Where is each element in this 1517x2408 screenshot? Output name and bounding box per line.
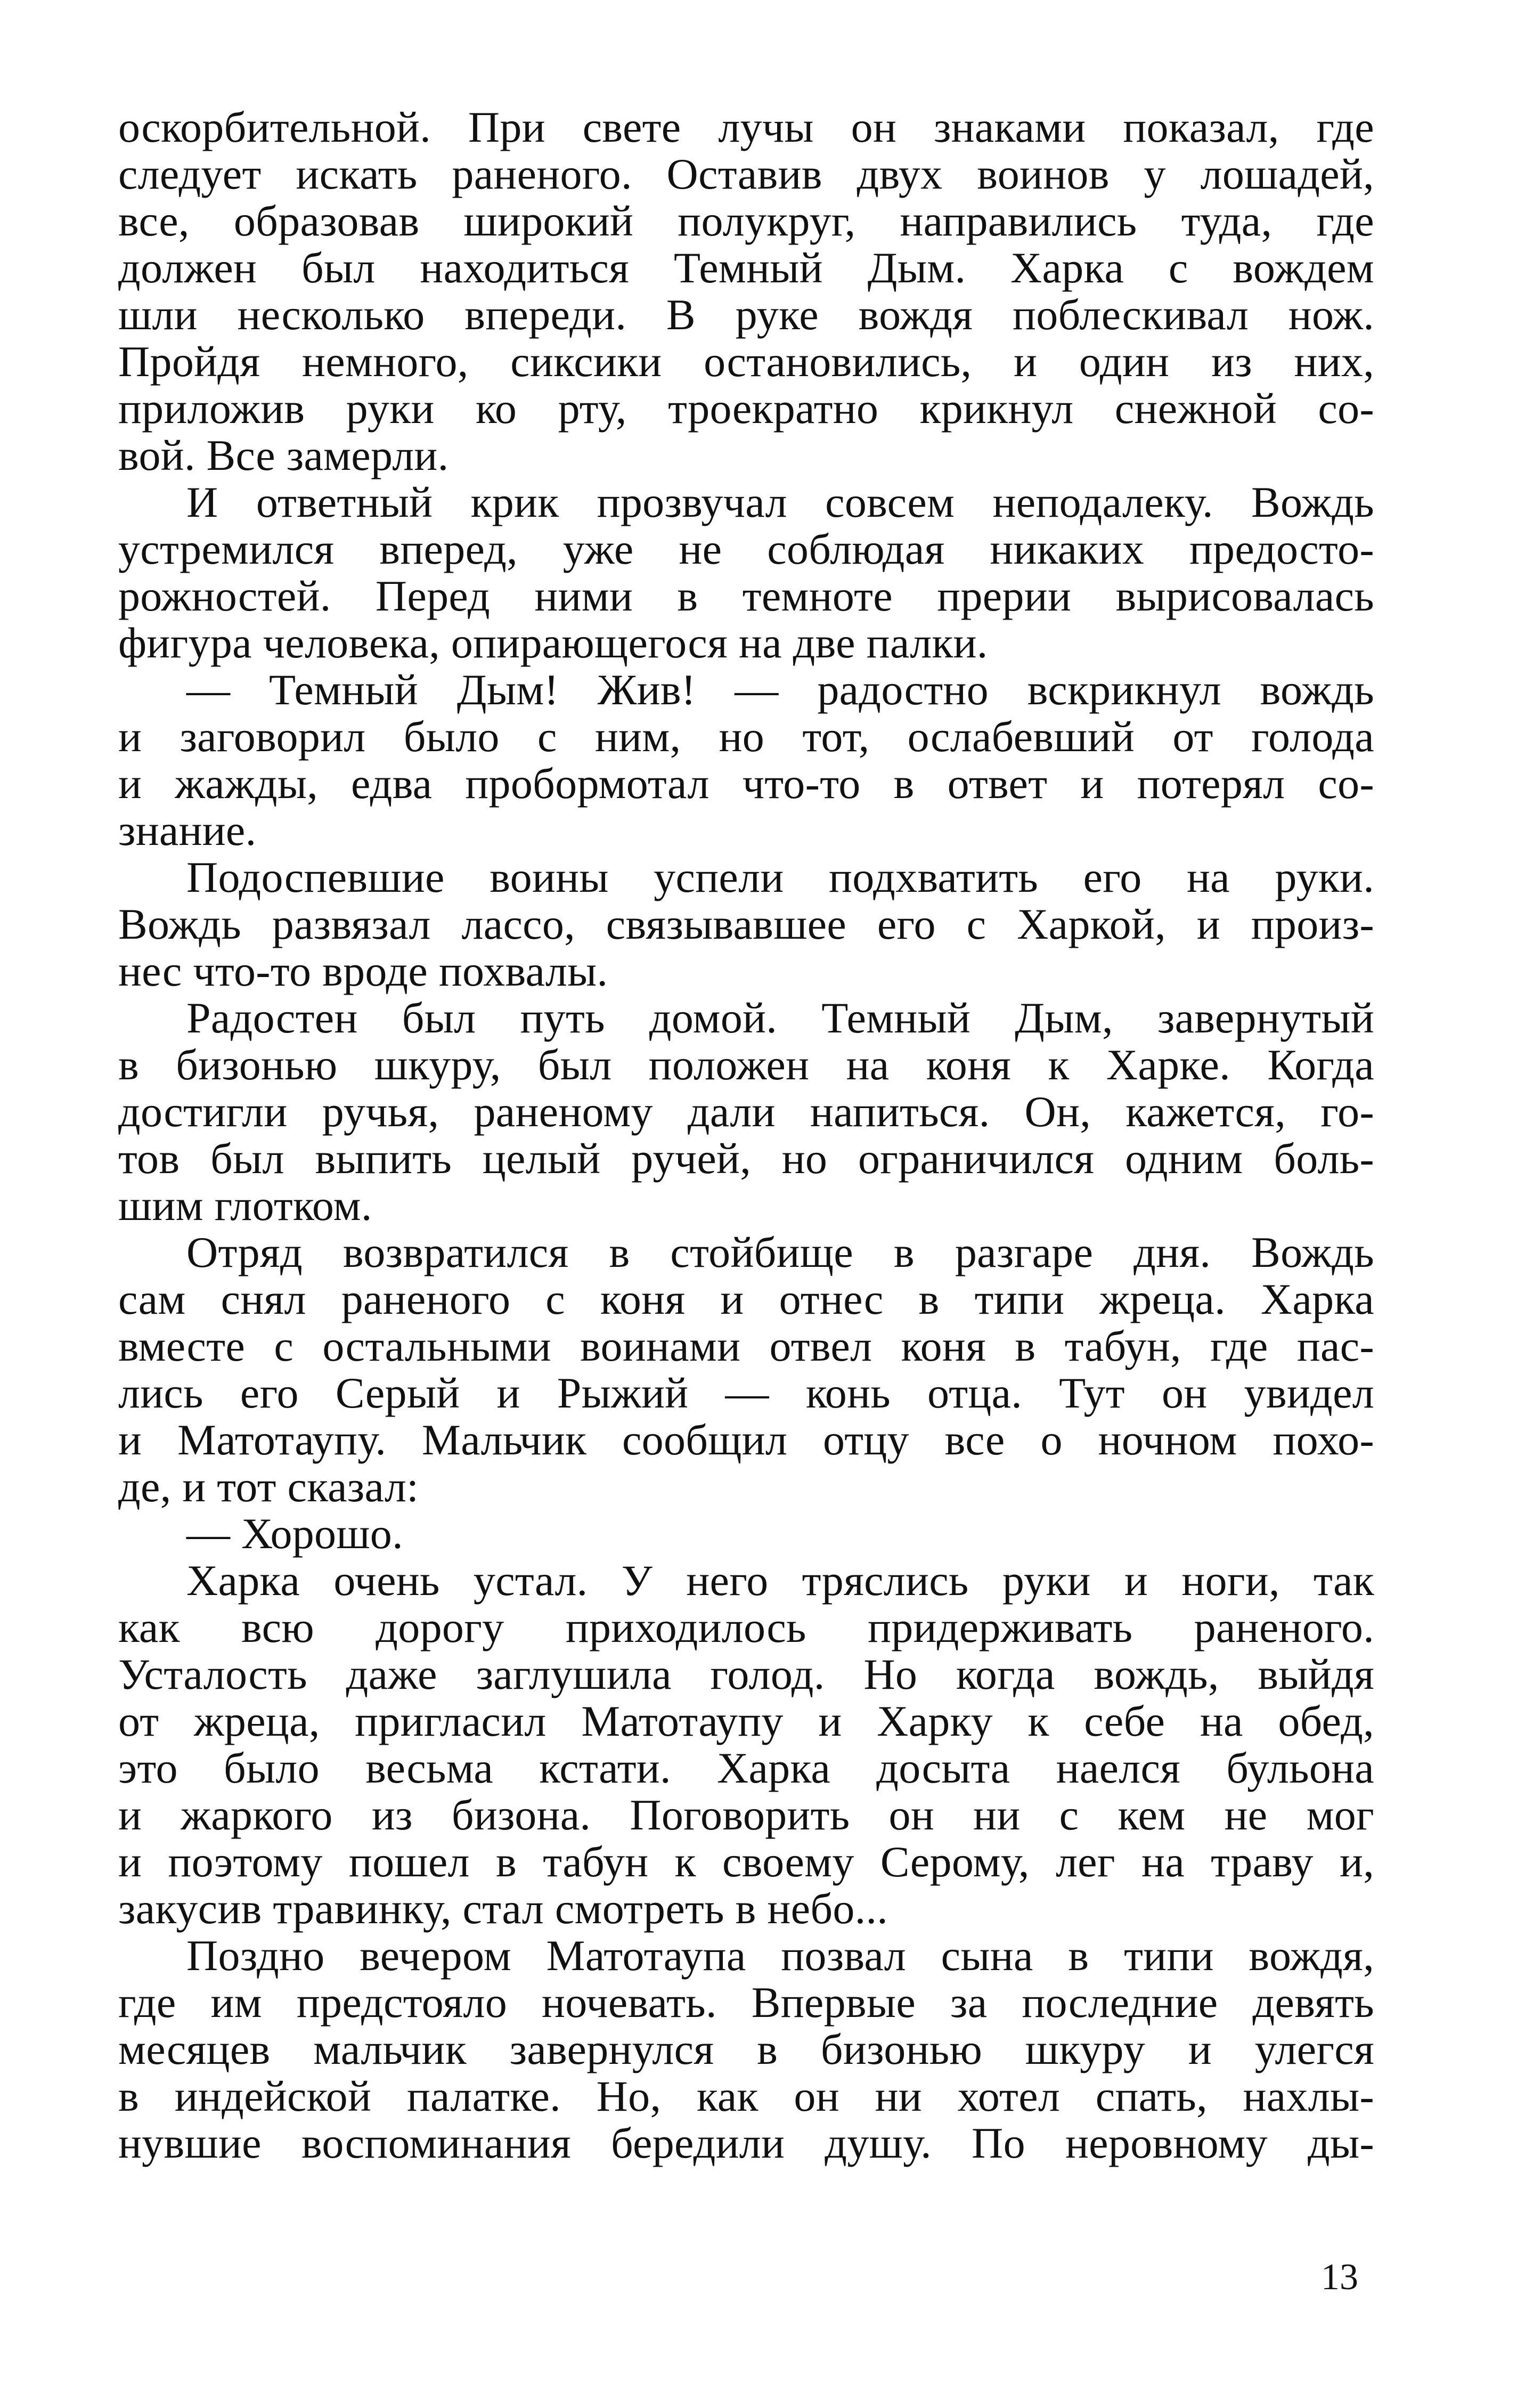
text-line: сам снял раненого с коня и отнес в типи жреца. Харка [118,1275,1374,1323]
text-line: Радостен был путь домой. Темный Дым, завернутый [186,994,1374,1042]
text-line: от жреца, пригласил Матотаупу и Харку к себе на обед, [118,1697,1374,1745]
text-line: Пройдя немного, сиксики остановились, и один из них, [118,337,1374,386]
text-line: Харка очень устал. У него тряслись руки и ноги, так [186,1556,1374,1605]
page-number: 13 [1321,2257,1358,2298]
text-line: Поздно вечером Матотаупа позвал сына в типи вождя, [186,1931,1374,1980]
text-line: фигура человека, опирающегося на две палки. [118,619,988,667]
text-line: тов был выпить целый ручей, но ограничился одним боль- [118,1134,1374,1183]
text-line: в бизонью шкуру, был положен на коня к Харке. Когда [118,1040,1374,1089]
text-line: как всю дорогу приходилось придерживать раненого. [118,1603,1374,1652]
text-line: в индейской палатке. Но, как он ни хотел спать, нахлы- [118,2072,1374,2120]
text-line: рожностей. Перед ними в темноте прерии вырисовалась [118,572,1374,620]
text-line: Усталость даже заглушила голод. Но когда вождь, выйдя [118,1650,1374,1698]
paragraph [118,995,1374,1229]
text-line: достигли ручья, раненому дали напиться. Он, кажется, го- [118,1087,1374,1136]
text-line: нувшие воспоминания бередили душу. По неровному ды- [118,2119,1374,2167]
text-line: и Матотаупу. Мальчик сообщил отцу все о ночном похо- [118,1415,1374,1464]
text-line: нес что-то вроде похвалы. [118,947,608,995]
text-line: Вождь развязал лассо, связывавшее его с Харкой, и произ- [118,900,1374,948]
text-line: где им предстояло ночевать. Впервые за последние девять [118,1978,1374,2027]
text-line: вместе с остальными воинами отвел коня в табун, где пас- [118,1322,1374,1370]
text-line: и жаркого из бизона. Поговорить он ни с кем не мог [118,1791,1374,1839]
text-line: должен был находиться Темный Дым. Харка с вождем [118,243,1374,292]
text-line: и жажды, едва пробормотал что-то в ответ и потерял со- [118,759,1374,808]
text-line: и заговорил было с ним, но тот, ослабевший от голода [118,712,1374,761]
text-line: устремился вперед, уже не соблюдая никаких предосто- [118,525,1374,573]
text-line: де, и тот сказал: [118,1462,419,1511]
paragraph [118,1932,1374,2167]
text-line: шим глотком. [118,1181,372,1230]
text-line: Подоспевшие воины успели подхватить его на руки. [186,853,1374,901]
paragraph [118,104,1374,479]
paragraph [118,666,1374,854]
text-line: Отряд возвратился в стойбище в разгаре дня. Вождь [186,1228,1374,1276]
text-line: — Темный Дым! Жив! — радостно вскрикнул вождь [186,665,1374,714]
text-line: оскорбительной. При свете лучы он знаками показал, где [118,103,1374,151]
text-line: шли несколько впереди. В руке вождя поблескивал нож. [118,290,1374,339]
text-line: это было весьма кстати. Харка досыта наелся бульона [118,1744,1374,1792]
paragraph [118,1557,1374,1932]
body-text [118,104,1374,2167]
text-line: месяцев мальчик завернулся в бизонью шкуру и улегся [118,2025,1374,2073]
text-line: закусив травинку, стал смотреть в небо... [118,1884,888,1933]
text-line: И ответный крик прозвучал совсем неподалеку. Вождь [186,478,1374,526]
text-line: следует искать раненого. Оставив двух воинов у лошадей, [118,150,1374,198]
text-line: вой. Все замерли. [118,431,449,479]
paragraph [118,1510,1374,1557]
paragraph [118,479,1374,666]
text-line: лись его Серый и Рыжий — конь отца. Тут он увидел [118,1369,1374,1417]
paragraph [118,1229,1374,1510]
text-line: приложив руки ко рту, троекратно крикнул снежной со- [118,384,1374,433]
text-line: знание. [118,806,257,855]
paragraph [118,854,1374,995]
text-line: — Хорошо. [186,1509,403,1558]
text-line: все, образовав широкий полукруг, направились туда, где [118,197,1374,245]
text-line: и поэтому пошел в табун к своему Серому, лег на траву и, [118,1837,1374,1886]
